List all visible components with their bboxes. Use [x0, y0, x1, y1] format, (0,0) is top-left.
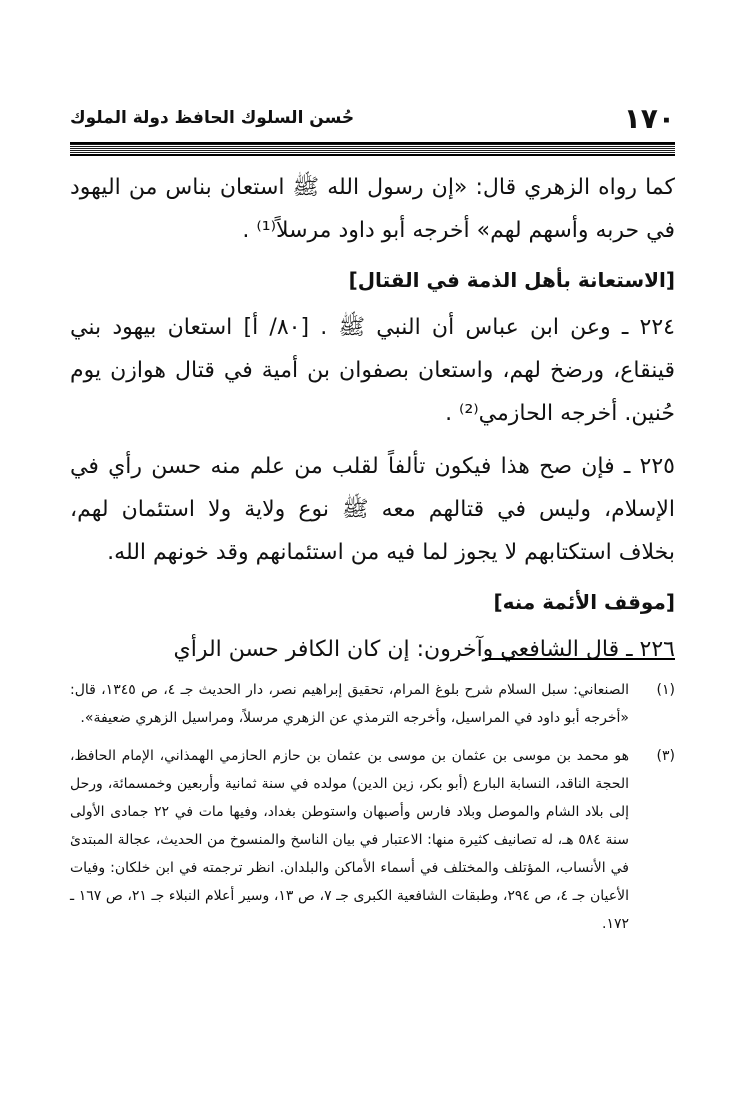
footnotes: [70, 676, 675, 948]
running-title: حُسن السلوك الحافظ دولة الملوك: [70, 108, 355, 128]
paragraph-1: كما رواه الزهري قال: «إن رسول الله ﷺ استعان بناس من اليهود في حربه وأسهم لهم» أخرجه أبو داود مرسلاً⁽¹⁾ .: [70, 175, 675, 243]
paragraph-226: ٢٢٦ ـ قال الشافعي وآخرون: إن كان الكافر حسن الرأي: [173, 637, 675, 662]
paragraph-225: ٢٢٥ ـ فإن صح هذا فيكون تألفاً لقلب من علم منه حسن رأي في الإسلام، وليس في قتالهم معه ﷺ نوع ولاية ولا استئمان لهم، بخلاف استكتابهم لا يجوز لما فيه من استئمانهم وقد خونهم الله.: [70, 454, 675, 565]
footnote-text: هو محمد بن موسى بن عثمان بن موسى بن عثمان بن حازم الحازمي الهمذاني، الإمام الحافظ، الحجة الناقد، النسابة البارع (أبو بكر، زين الدين) مولده في سنة ثمانية وأربعين وخمسمائة، ورحل إلى بلاد الشام والموصل وبلاد فارس وأصبهان واستوطن بغداد، وفيها مات في ٢٢ جمادى الأولى سنة ٥٨٤ هـ، له تصانيف كثيرة منها: الاعتبار في بيان الناسخ والمنسوخ من الحديث، عجالة المبتدئ في الأنساب، المؤتلف والمختلف في أسماء الأماكن والبلدان. انظر ترجمته في ابن خلكان: وفيات الأعيان جـ ٤، ص ٢٩٤، وطبقات الشافعية الكبرى جـ ٧، ص ١٣، وسير أعلام النبلاء جـ ٢١، ص ١٦٧ ـ ١٧٢.: [70, 748, 629, 932]
main-text: [70, 166, 675, 671]
page-header: [70, 100, 675, 136]
section-heading-2: [موقف الأئمة منه]: [493, 590, 675, 614]
footnote-1: [70, 676, 675, 732]
page-number: ١٧٠: [623, 102, 675, 135]
paragraph-224: ٢٢٤ ـ وعن ابن عباس أن النبي ﷺ . [٨٠/ أ] استعان بيهود بني قينقاع، ورضخ لهم، واستعان بصفوان بن أمية في قتال هوازن يوم حُنين. أخرجه الحازمي⁽²⁾ .: [70, 315, 675, 426]
footnote-number: (١): [656, 682, 675, 698]
footnote-separator: [485, 658, 675, 660]
section-heading-1: [الاستعانة بأهل الذمة في القتال]: [348, 268, 675, 292]
footnote-number: (٣): [656, 748, 675, 764]
footnote-text: الصنعاني: سبل السلام شرح بلوغ المرام، تحقيق إبراهيم نصر، دار الحديث جـ ٤، ص ١٣٤٥، قال: «أخرجه أبو داود في المراسيل، وأخرجه الترمذي عن الزهري مرسلاً، ومراسيل الزهري ضعيفة».: [70, 682, 629, 726]
header-rule: [70, 142, 675, 156]
footnote-2: [70, 742, 675, 938]
